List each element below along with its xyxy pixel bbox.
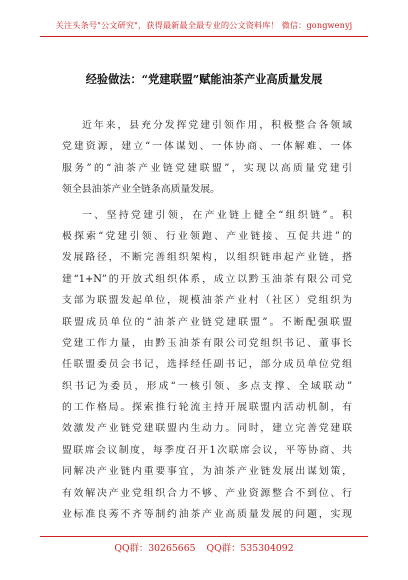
footer (0, 540, 408, 554)
paragraph-2-line: 联盟成员单位的“油茶产业链党建联盟”。不断配强联盟 (62, 316, 352, 328)
paragraph-2-line: 一、坚持党建引领，在产业链上健全“组织链”。积 (82, 209, 352, 221)
paragraph-2-line: 的工作格局。探索推行轮流主持开展联盟内活动机制，有 (62, 402, 352, 414)
paragraph-2-line: 盟联席会议制度，每季度召开1次联席会议，平等协商、共 (62, 444, 352, 456)
paragraph-2-line: 效激发产业链党建联盟内生动力。同时，建立完善党建联 (62, 423, 352, 435)
paragraph-2-line: 有效解决产业党组织合力不够、产业资源整合不到位、行 (62, 487, 352, 499)
paragraph-2-line: 业标准良莠不齐等制约油茶产业高质量发展的问题，实现 (62, 509, 352, 521)
paragraph-2-line: 极探索“党建引领、行业领跑、产业链接、互促共进”的 (62, 230, 352, 242)
document-title: 经验做法：“党建联盟”赋能油茶产业高质量发展 (85, 72, 323, 86)
document-body (62, 115, 352, 525)
paragraph-1-line: 服务”的“油茶产业链党建联盟”，实现以高质量党建引 (62, 162, 352, 174)
paragraph-2-line: 建“1+N”的开放式组织体系，成立以黔玉油茶有限公司党 (62, 273, 352, 285)
paragraph-1-line: 领全县油茶产业全链条高质量发展。 (62, 184, 221, 196)
footer-qq-group-1: QQ群：30265665 (114, 543, 196, 554)
paragraph-2-line: 党建工作力量，由黔玉油茶有限公司党组织书记、董事长 (62, 337, 352, 349)
bottom-divider (40, 536, 368, 537)
paragraph-2-line: 支部为联盟发起单位，规模油茶产业村（社区）党组织为 (62, 295, 352, 307)
paragraph-2-line: 织书记为委员，形成“一核引领、多点支撑、全域联动” (62, 380, 352, 392)
footer-qq-group-2: QQ群：535304092 (206, 543, 294, 554)
paragraph-2-line: 同解决产业链内重要事宜，为油茶产业链发展出谋划策， (62, 466, 352, 478)
top-divider (40, 36, 368, 37)
paragraph-1-line: 党建资源，建立“一体谋划、一体协商、一体解难、一体 (62, 141, 352, 153)
top-banner: 关注头条号"公文研究"，获得最新最全最专业的公文资料库！ 微信：gongwenyj (55, 20, 353, 30)
paragraph-2-line: 发展路径，不断完善组织架构，以组织链串起产业链，搭 (62, 252, 352, 264)
paragraph-2-line: 任联盟委员会书记，选择经任副书记，部分成员单位党组 (62, 359, 352, 371)
paragraph-1-line: 近年来，县充分发挥党建引领作用，积极整合各领域 (82, 120, 352, 131)
